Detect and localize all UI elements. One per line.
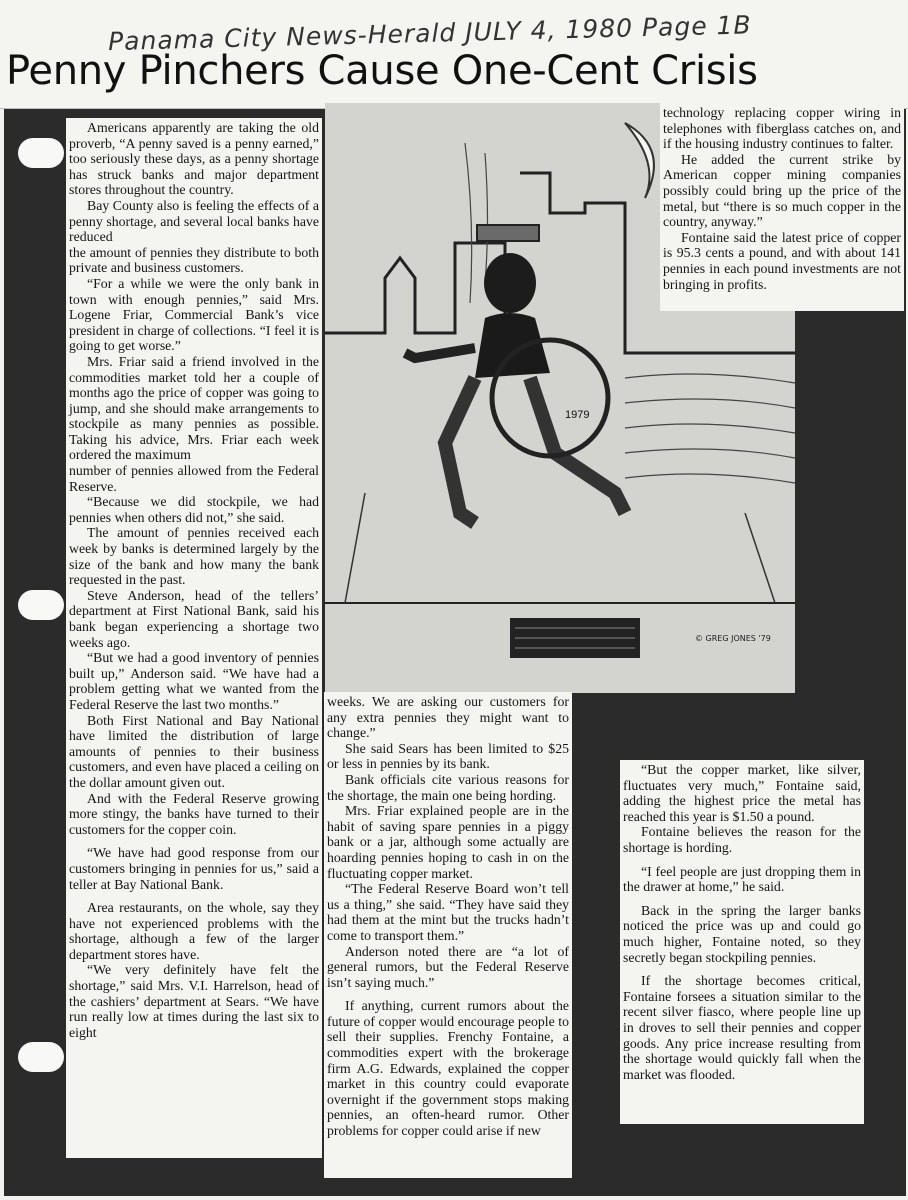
artist-signature: © GREG JONES '79 <box>695 634 771 643</box>
robber-head <box>484 253 536 313</box>
paragraph: “The Federal Reserve Board won’t tell us a thing,” she said. “They have said they had them at the mint but the trucks hadn’t come to transport them.” <box>327 881 569 943</box>
paragraph: Both First National and Bay National have limited the distribution of large amounts of pennies to their business customers, and even have placed a ceiling on the dollar amount given out. <box>69 712 319 790</box>
paragraph: “I feel people are just dropping them in the drawer at home,” he said. <box>623 863 861 895</box>
article-column-2 <box>324 692 572 1178</box>
paragraph: “But the copper market, like silver, fluctuates very much,” Fontaine said, adding the highest price the metal has reached this year is $1.50 a pound. <box>623 762 861 824</box>
paragraph: Mrs. Friar said a friend involved in the commodities market told her a couple of months ago the price of copper was going to jump, and she should make arrangements to stockpile as many pennies as possible. Taking his advice, Mrs. Friar each week ordered the maximum <box>69 353 319 463</box>
paragraph: “Because we did stockpile, we had pennies when others did not,” she said. <box>69 494 319 525</box>
paragraph: “We have had good response from our customers bringing in pennies for us,” said a teller at Bay National Bank. <box>69 845 319 892</box>
paragraph: She said Sears has been limited to $25 or less in pennies by its bank. <box>327 740 569 772</box>
paragraph: Steve Anderson, head of the tellers’ department at First National Bank, said his bank began experiencing a shortage two weeks ago. <box>69 587 319 650</box>
headline: Penny Pinchers Cause One-Cent Crisis <box>6 48 758 94</box>
article-column-3-bottom <box>620 760 864 1124</box>
paragraph: Back in the spring the larger banks noticed the price was up and could go much higher, Fontaine noted, so they secretly began stockpiling pennies. <box>623 902 861 965</box>
robber-cap <box>477 225 539 241</box>
paragraph: the amount of pennies they distribute to both private and business customers. <box>69 244 319 276</box>
paragraph: “We very definitely have felt the shortage,” said Mrs. V.I. Harrelson, head of the cashiers’ department at Sears. “We have run really low at times during the last six to eight <box>69 962 319 1040</box>
paragraph: weeks. We are asking our customers for any extra pennies they might want to change.” <box>327 694 569 741</box>
paragraph: “But we had a good inventory of pennies built up,” Anderson said. “We have had a problem getting what we wanted from the Federal Reserve the last two months.” <box>69 650 319 712</box>
paragraph: technology replacing copper wiring in telephones with fiberglass catches on, and if the housing industry continues to falter. <box>663 105 901 152</box>
binder-hole-top <box>18 138 64 168</box>
paragraph: Mrs. Friar explained people are in the habit of saving spare pennies in a piggy bank or a jar, although some actually are hoarding pennies hoping to cash in on the fluctuating copper market. <box>327 803 569 881</box>
coin-year: 1979 <box>565 409 590 421</box>
paragraph: He added the current strike by American copper mining companies possibly could bring up the price of the metal, but “there is so much copper in the country, anyway.” <box>663 151 901 230</box>
paragraph: Fontaine believes the reason for the shortage is hording. <box>623 824 861 855</box>
paragraph: Anderson noted there are “a lot of general rumors, but the Federal Reserve isn’t saying much.” <box>327 943 569 990</box>
paragraph: Area restaurants, on the whole, say they have not experienced problems with the shortage, although a few of the larger department stores have. <box>69 900 319 962</box>
article-column-1 <box>66 118 322 1158</box>
paragraph: If anything, current rumors about the future of copper would encourage people to sell their supplies. Frenchy Fontaine, a commodities expert with the brokerage firm A.G. Edwards, explained the copper market in this country could evaporate overnight if the government stops making pennies, an often-heard rumor. Other problems for copper could arise if new <box>327 998 569 1139</box>
handwritten-source-note: Panama City News-Herald JULY 4, 1980 Page 1B <box>107 10 752 57</box>
paragraph: Bay County also is feeling the effects of a penny shortage, and several local banks have reduced <box>69 197 319 245</box>
paragraph: “For a while we were the only bank in town with enough pennies,” said Mrs. Logene Friar, Commercial Bank’s vice president in charge of collections. “I feel it is going to get worse.” <box>69 275 319 354</box>
paragraph: Bank officials cite various reasons for the shortage, the main one being hording. <box>327 771 569 803</box>
paragraph: The amount of pennies received each week by banks is determined largely by the size of the bank and how many the bank requested in the past. <box>69 525 319 588</box>
storm-drain <box>510 618 640 658</box>
paragraph: And with the Federal Reserve growing more stingy, the banks have turned to their customers for the copper coin. <box>69 790 319 837</box>
clipping-header <box>0 0 908 109</box>
paragraph: Fontaine said the latest price of copper is 95.3 cents a pound, and with about 141 pennies in each pound investments are not bringing in profits. <box>663 229 901 292</box>
binder-hole-bottom <box>18 1042 64 1072</box>
paragraph: If the shortage becomes critical, Fontaine forsees a situation similar to the recent silver fiasco, where people line up in droves to sell their pennies and copper goods. Any price increase resulting from the shortage would quickly fall when the market was flooded. <box>623 973 861 1082</box>
article-column-3-top <box>660 103 904 311</box>
paragraph: Americans apparently are taking the old proverb, “A penny saved is a penny earned,” too seriously these days, as a penny shortage has struck banks and major department stores throughout the country. <box>69 120 319 198</box>
binder-hole-middle <box>18 590 64 620</box>
paragraph: number of pennies allowed from the Federal Reserve. <box>69 463 319 494</box>
